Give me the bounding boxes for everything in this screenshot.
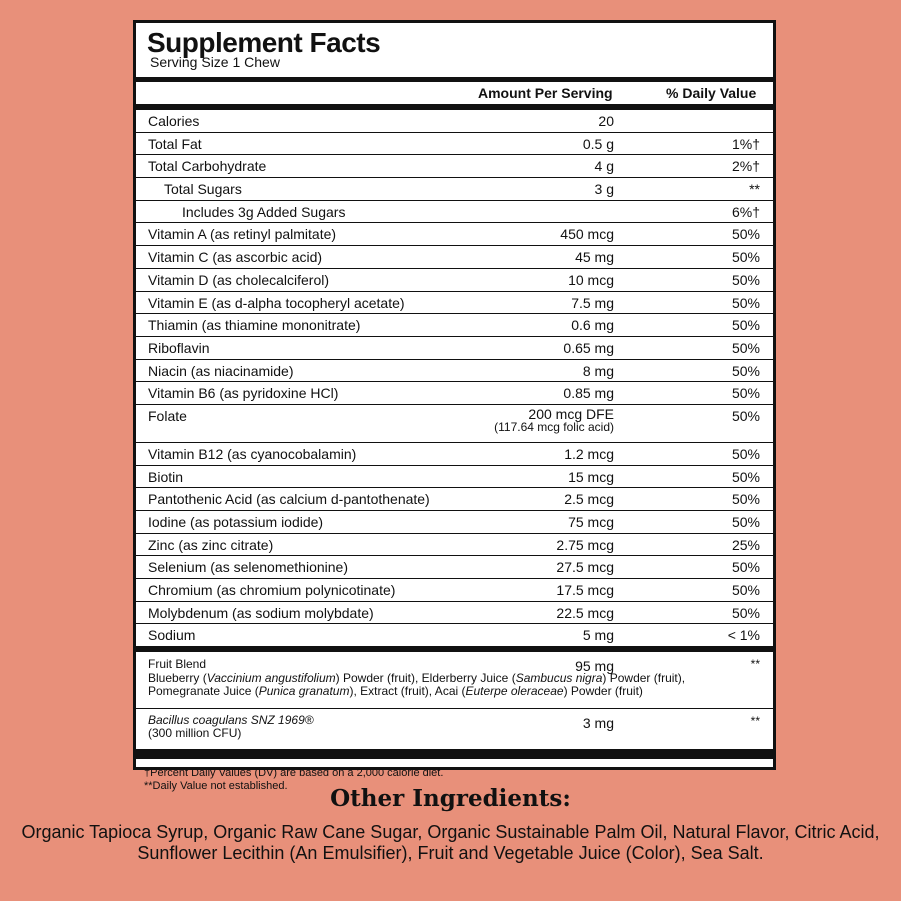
nutrient-row: Niacin (as niacinamide) 8 mg 50% [136,360,773,383]
nutrient-row: Thiamin (as thiamine mononitrate) 0.6 mg 50% [136,314,773,337]
probiotic-label: Bacillus coagulans SNZ 1969® (300 million CFU) [148,713,314,741]
nutrient-row: Vitamin B12 (as cyanocobalamin) 1.2 mcg 50% [136,443,773,466]
fruit-blend-label: Fruit Blend [148,657,207,672]
panel-title: Supplement Facts [147,27,381,58]
fruit-blend-row [136,652,773,709]
nutrient-row: Biotin 15 mcg 50% [136,466,773,489]
other-ingredients-title: Other Ingredients: [330,785,571,812]
daily-value-header: % Daily Value [666,85,757,101]
fruit-blend-amount: 95 mg [575,658,614,675]
nutrient-row: Total Carbohydrate 4 g 2%† [136,155,773,178]
nutrient-row: Selenium (as selenomethionine) 27.5 mcg 50% [136,556,773,579]
nutrient-row: Molybdenum (as sodium molybdate) 22.5 mcg 50% [136,602,773,625]
other-ingredients-text: Organic Tapioca Syrup, Organic Raw Cane Sugar, Organic Sustainable Palm Oil, Natural Flavor, Citric Acid, Sunflower Lecithin (An Emulsifier), Fruit and Vegetable Juice (Color), Sea Salt. [21,822,880,863]
amount-header: Amount Per Serving [478,85,613,101]
nutrient-rows [136,110,773,793]
probiotic-amount: 3 mg [582,715,614,732]
footnote-not-established: **Daily Value not established. [144,780,288,793]
nutrient-row: Zinc (as zinc citrate) 2.75 mcg 25% [136,534,773,557]
nutrient-row: Vitamin A (as retinyl palmitate) 450 mcg 50% [136,223,773,246]
nutrient-row: Vitamin C (as ascorbic acid) 45 mg 50% [136,246,773,269]
nutrient-row: Vitamin D (as cholecalciferol) 10 mcg 50% [136,269,773,292]
nutrient-row: Sodium 5 mg < 1% [136,624,773,652]
probiotic-row [136,709,773,759]
fruit-blend-description: Blueberry (Vaccinium angustifolium) Powder (fruit), Elderberry Juice (Sambucus nigra) Powder (fruit), Pomegranate Juice (Punica granatum), Extract (fruit), Acai (Euterpe oleraceae) Powder (fruit) [148,671,686,699]
nutrient-row: Chromium (as chromium polynicotinate) 17.5 mcg 50% [136,579,773,602]
serving-size: Serving Size 1 Chew [150,54,280,70]
nutrient-row: Riboflavin 0.65 mg 50% [136,337,773,360]
nutrient-row: Vitamin B6 (as pyridoxine HCl) 0.85 mg 50% [136,382,773,405]
nutrient-row: Total Fat 0.5 g 1%† [136,133,773,156]
fruit-blend-dv: ** [750,657,760,672]
column-header-bar [136,77,773,110]
supplement-facts-panel [133,20,776,793]
nutrient-row: Pantothenic Acid (as calcium d-pantothenate) 2.5 mcg 50% [136,488,773,511]
nutrient-row: Calories 20 [136,110,773,133]
nutrient-row: Total Sugars 3 g ** [136,178,773,201]
footnote-dv: †Percent Daily Values (DV) are based on a 2,000 calorie diet. [144,767,444,780]
nutrient-row: Folate 200 mcg DFE (117.64 mcg folic acid) 50% [136,405,773,443]
probiotic-dv: ** [750,714,760,729]
nutrient-row: Iodine (as potassium iodide) 75 mcg 50% [136,511,773,534]
nutrient-row: Includes 3g Added Sugars 6%† [136,201,773,224]
nutrient-row: Vitamin E (as d-alpha tocopheryl acetate) 7.5 mg 50% [136,292,773,315]
